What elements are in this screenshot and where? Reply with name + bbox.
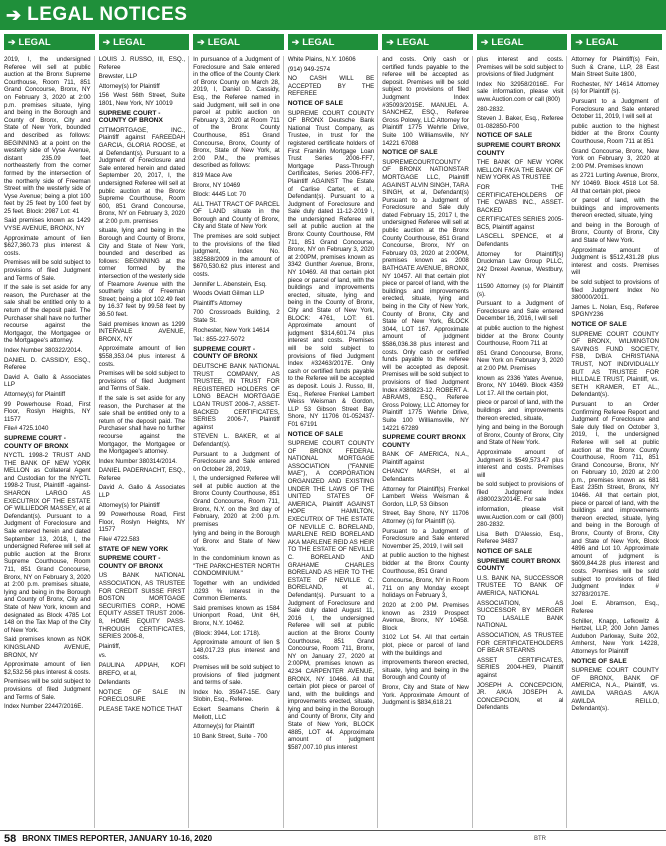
notice-paragraph: 2019, I, the undersigned Referee will sell at public auction at the Bronx Supreme Courthouse, Room 711, 851 Grand Concourse, Bronx, NY on February 3, 2020 at 2:00 p.m. premises situate, lying and being in the Borough and County of Bronx, City and State of New York, bounded and described as follows: BEGINNING at a point on the westerly side of Vyse Avenue, distant 235.09 feet northeasterly from the corner formed by the intersection of the northerly side of Freeman Street with the westerly side of Vyse Avenue; being a plot 100 feet by 25 feet by 100 feet by 25 feet. Block: 2987 Lot: 41 <box>4 56 91 215</box>
notice-heading: SUPREME COURT - COUNTY OF BRONX <box>4 434 69 450</box>
notice-paragraph: Attorney for Plaintiff(s) Druckman Law Group PLLC, 242 Drexel Avenue, Westbury, NY <box>476 250 564 281</box>
notice-paragraph: 99 Powerhouse Road, First Floor, Roslyn Heights, NY 11577 <box>98 511 186 534</box>
notice-paragraph: Rochester, NY 14614 Attorney (s) for Plaintiff (s). <box>571 80 659 96</box>
notice-paragraph: 819 Mace Ave <box>193 171 233 179</box>
notice-paragraph: LOUIS J. RUSSO, III, ESQ., Referee <box>98 56 186 71</box>
notice-paragraph: Concourse, Bronx, NY in Room 711 on any Monday except holidays on February 3, <box>382 577 469 600</box>
notice-paragraph: (Block: 3944, Lot: 1718). <box>193 629 261 637</box>
notice-paragraph: NOTICE OF SALE IN FORECLOSURE <box>98 688 186 704</box>
notice-paragraph: JOSEPH A. CONCEPCION, JR. A/K/A JOSEPH A. CONCEPCION, et al Defendants <box>476 681 564 712</box>
notice-paragraph: Attorney(s) for Plaintiff <box>4 390 66 398</box>
notice-paragraph: lying and being in the Borough of Bronx, County of Bronx, City and State of New York. <box>476 424 564 447</box>
notice-paragraph: Premises will be sold subject to provisions of filed Judgment and Terms of Sale. <box>98 370 186 393</box>
notice-paragraph: 280-2832. <box>476 105 505 113</box>
notice-paragraph: at public auction to the highest bidder at the Bronx County Courthouse, Room 711 at <box>476 325 564 348</box>
section-tag-label: LEGAL <box>207 36 240 48</box>
notice-paragraph: CHANCY MARSH, et al Defendants <box>382 468 469 484</box>
arrow-right-icon: ➔ <box>197 36 205 47</box>
notice-paragraph: Index No. 35947-15E. Gary Slobin, Esq., Referee. <box>193 688 280 704</box>
notice-paragraph: Woods Oviatt Gilman LLP <box>193 290 265 298</box>
notice-paragraph: CITIMORTGAGE, INC., Plaintiff against FAREEDAH GARCIA, GLORIA ROOSE, et al Defendant(s). Pursuant to a Judgment of Foreclosure and Sale entered herein and dated September 20, 2017, I, the undersigned Referee will sell at public auction at the Bronx Supreme Courthouse, Room 600, 851 Grand Concourse, Bronx, NY on February 3, 2020 at 2:00 p.m. premises <box>98 126 186 225</box>
notice-paragraph: PLEASE TAKE NOTICE THAT <box>98 705 183 713</box>
section-tag-legal <box>477 34 568 50</box>
notice-heading: NOTICE OF SALE <box>571 321 627 328</box>
notice-paragraph: Pursuant to an Order Confirming Referee Report and Judgment of Foreclosure and Sale duly filed on October 3, 2019, I, the undersigned Referee will sell at public auction at the Bronx County Courthouse, Room 711, 851 Grand Concourse, Bronx, NY on February 10, 2020 at 2:00 p.m., premises known as 681 East 235th Street, Bronx, NY 10466. All that certain plot, piece or parcel of land, with the buildings and improvements thereon erected, situate, lying and being in the Borough of Bronx, County of Bronx, City and State of New York, Block 4896 and Lot 10. Approximate amount of judgment is $609,844.28 plus interest and costs. Premises will be sold subject to provisions of filed Judgment Index # 32783/2017E. <box>571 400 659 598</box>
notice-paragraph: Index Number 22447/2016E. <box>4 703 84 711</box>
notice-paragraph: If the sale is set aside for any reason, the Purchaser at the sale shall be entitled only to a return of the deposit paid. The Purchaser shall have no further recourse against the Mortgagor, the Mortgagee or the Mortgagee's attorney. <box>98 394 186 456</box>
notice-paragraph: Grand Concourse, Bronx, New York on February 3, 2020 at 2:00 PM. Premises known <box>571 147 659 170</box>
notice-paragraph: FOR THE CERTIFICATEHOLDERS OF THE CWABS INC., ASSET-BACKED <box>476 183 564 214</box>
notice-paragraph: Pursuant to a Judgment of Foreclosure and Sale entered on October 28, 2019, <box>193 450 280 473</box>
notice-paragraph: plus interest and costs. Premises will be sold subject to provisions of filed Judgment <box>476 56 564 79</box>
notice-paragraph: Attorney(s) for Plaintiff <box>98 82 160 90</box>
arrow-right-icon: ➔ <box>102 36 111 47</box>
notice-column <box>193 56 284 828</box>
notice-paragraph: ASSOCIATION, AS TRUSTEE FOR CERTIFICATEHOLDERS OF BEAR STEARNS <box>476 631 564 655</box>
notice-heading: SUPREME COURT BRONX COUNTY <box>476 141 561 157</box>
notice-paragraph: 851 Grand Concourse, Bronx, New York on February 3, 2020 at 2:00 PM. Premises <box>476 349 564 372</box>
notice-paragraph: Approximate amount of lien $2,532.56 plus interest & costs. <box>4 661 91 676</box>
notice-paragraph: Brewster, LLP <box>98 73 138 81</box>
notice-heading: NOTICE OF SALE <box>571 657 627 665</box>
notice-paragraph: The premises are sold subject to the provisions of the filed judgment, Index No. 382588/2009 in the amount of $670,530.62 plus interest and costs. <box>193 233 280 279</box>
notice-column <box>571 56 662 828</box>
notice-paragraph: In the condominium known as "THE PARKCHESTER NORTH CONDOMINIUM." <box>193 555 280 578</box>
notice-paragraph: be sold subject to provisions of filed Judgment Index #380023/2014E. For sale <box>476 481 564 504</box>
notice-paragraph: Approximate amount of lien $558,353.04 plus interest & costs. <box>98 345 186 368</box>
notice-paragraph: Premises will be sold subject to provisions of filed Judgment and Terms of Sale. <box>4 678 91 701</box>
notice-heading: NOTICE OF SALE <box>476 548 533 556</box>
notice-heading: SUPREME COURT BRONX COUNTY <box>476 557 561 573</box>
notice-paragraph: at public auction to the highest bidder at the Bronx County Courthouse, 851 Grand <box>382 552 469 575</box>
section-tag-label: LEGAL <box>491 36 524 48</box>
notice-paragraph: Attorney(s) for Plaintiff <box>193 723 255 731</box>
notice-paragraph: LASCELL SPENCE, et al Defendants <box>476 233 564 249</box>
notice-paragraph: THE BANK OF NEW YORK MELLON F/K/A THE BANK OF NEW YORK AS TRUSTEE <box>476 159 564 182</box>
publication-code: BTR <box>534 835 546 842</box>
section-tag-legal <box>4 34 95 50</box>
notice-paragraph: piece or parcel of land, with the buildings and improvements thereon erected, situate, <box>476 399 564 422</box>
notice-paragraph: Said premises known as 1299 INTERVALE AVENUE, BRONX, NY <box>98 320 186 343</box>
notice-heading: NOTICE OF SALE <box>476 132 533 140</box>
notice-paragraph: 156 West 56th Street, Suite 1801, New York, NY 10019 <box>98 92 186 107</box>
notice-paragraph: vs. <box>98 652 107 660</box>
notice-paragraph: Premises will be sold subject to provisions of filed judgment and terms of sale. <box>193 663 280 687</box>
notice-column <box>99 56 190 828</box>
notice-paragraph: Index Number 380322/2014. <box>4 346 83 354</box>
notice-paragraph: SUPREME COURT COUNTY OF BRONX FEDERAL NATIONAL MORTGAGE ASSOCIATION ("FANNIE MAE"), A CORPORATION ORGANIZED AND EXISTING UNDER THE LAWS OF THE UNITED STATES OF AMERICA, Plaintiff AGAINST HOPE HAMILTON, EXECUTRIX OF THE ESTATE OF NEVILLE C. BORELAND, MARLENE REID BORELAND AKA MARLENE REID AS HEIR TO THE ESTATE OF NEVILLE C. BORELAND AND GRAHAME CHARLES BORELAND AS HEIR TO THE ESTATE OF NEVILLE C. BORELAND, et al., Defendant(s). Pursuant to a Judgment of Foreclosure and Sale duly dated August 11, 2016 I, the undersigned Referee will sell at public auction at the Bronx County Courthouse, 851 Grand Concourse, Room 711, Bronx, NY on January 27, 2020 at 2:00PM, premises known as 4234 CARPENTER AVENUE, BRONX, NY 10466. All that certain plot piece or parcel of land, with the buildings and improvements erected, situate, lying and being in the Borough and County of Bronx, City and State of New York, BLOCK 4885, LOT 44. Approximate amount of judgment $587,007.10 plus interest <box>287 440 375 751</box>
section-tag-label: LEGAL <box>302 36 335 48</box>
notice-column <box>288 56 379 828</box>
notice-paragraph: Steven J. Baker, Esq., Referee 01-082850-F00 <box>476 115 564 130</box>
section-tag-legal <box>571 34 662 50</box>
section-tag-bar <box>0 34 666 50</box>
notice-paragraph: File# 4722.583 <box>98 536 140 544</box>
notice-paragraph: Plaintiff, <box>98 642 121 650</box>
notice-paragraph: Street, Bay Shore, NY 11706 Attorney (s) for Plaintiff (s). <box>382 510 469 526</box>
notice-paragraph: Premises will be sold subject to provisions of filed Judgment and Terms of Sale. <box>4 259 91 282</box>
notice-paragraph: NO CASH WILL BE ACCEPTED BY THE REFEREE <box>287 75 375 98</box>
notice-paragraph: PAULINA APPIAH, KOFI BREFO, et al, <box>98 661 186 677</box>
notice-heading: NOTICE OF SALE <box>382 149 438 157</box>
notice-heading: SUPREME COURT BRONX COUNTY <box>382 434 466 449</box>
notice-paragraph: improvements thereon erected, situate, lying and being in the Borough and County of <box>382 659 469 682</box>
notice-paragraph: NYCTL 1998-2 TRUST AND THE BANK OF NEW YORK MELLON as Collateral Agent and Custodian for the NYCTL 1998-2 Trust, Plaintiff -against- SHARON LARGO AS EXECUTRIX OF THE ESTATE OF WILLIEDOR MASSEY, et al Defendant(s). Pursuant to a Judgment of Foreclosure and Sale entered herein and dated September 13, 2018, I, the undersigned Referee will sell at public auction at the Bronx Supreme Courthouse, Room 711, 851 Grand Concourse, Bronx, NY on February 3, 2020 at 2:00 p.m. premises situate, lying and being in the Borough and County of Bronx, City and State of New York, known and designated as Block 4785 Lot 148 on the Tax Map of the City of New York. <box>4 452 91 634</box>
notice-paragraph: White Plains, N.Y. 10606 <box>287 56 356 63</box>
arrow-right-icon: ➔ <box>480 36 489 47</box>
publication-line: BRONX TIMES REPORTER, JANUARY 10-16, 2020 <box>22 834 213 843</box>
notice-paragraph: David A. Gallo & Associates LLP <box>4 373 91 389</box>
notice-paragraph: File# 4725.1040 <box>4 425 49 433</box>
notice-column <box>477 56 568 828</box>
notice-column <box>4 56 95 828</box>
section-tag-label: LEGAL <box>585 36 619 48</box>
notice-paragraph: DANIEL D. CASSIDY, ESQ., Referee <box>4 356 91 372</box>
notice-paragraph: ASSET CERTIFICATES, SERIES 2004-HE9, Plaintiff against <box>476 656 564 679</box>
notice-paragraph: (914) 949-2574 <box>287 65 331 73</box>
notice-paragraph: Index No 32958/2016E. For sale information, please visit www.Auction.com or call (800) <box>476 80 564 103</box>
notice-paragraph: Approximate amount of lien $627,360.73 plus interest & costs. <box>4 234 91 257</box>
notice-paragraph: Said premises known as 1429 VYSE AVENUE, BRONX, NY <box>4 217 91 233</box>
notice-paragraph: and costs. Only cash or certified funds payable to the referee will be accepted as deposit. Premises will be sold subject to provisions of filed Judgment Index #35093/2015E. MANUEL A. SANCHEZ, ESQ., Referee Gross Polowy, LLC Attorney for Plaintiff 1775 Wehrle Drive, Suite 100 Williamsville, NY 14221 67088 <box>382 56 469 147</box>
notice-paragraph: 700 Crossroads Building, 2 State St. <box>193 309 280 324</box>
notice-paragraph: Eckert Seamans Cherin & Mellott, LLC <box>193 705 280 721</box>
arrow-right-icon: ➔ <box>6 5 22 25</box>
section-tag-label: LEGAL <box>113 36 146 48</box>
notice-paragraph: Rochester, New York 14614 <box>193 326 270 334</box>
notice-paragraph: Said premises known as NOK KINGSLAND AVENUE, BRONX, NY <box>4 636 91 659</box>
notice-paragraph: Bronx, NY 10469 <box>193 181 241 189</box>
notice-heading: SUPREME COURT - COUNTY OF BRONX <box>98 555 163 570</box>
notice-paragraph: SUPREME COURT COUNTY OF BRONX, WILMINGTON SAVINGS FUND SOCIETY, FSB, D/B/A CHRISTIANA TRUST, NOT INDIVIDUALLY BUT AS TRUSTEE FOR HILLDALE TRUST, Plaintiff, vs. SETH KRAMER, ET AL., Defendant(s). <box>571 330 659 399</box>
notice-heading: STATE OF NEW YORK <box>98 545 169 553</box>
notice-paragraph: DANIEL PADERNACHT, ESQ., Referee <box>98 467 186 482</box>
notice-paragraph: Pursuant to a Judgment of Foreclosure and Sale entered October 11, 2019, I will sell at <box>571 97 659 121</box>
notice-paragraph: In pursuance of a Judgment of Foreclosure and Sale entered in the office of the County Clerk of Bronx County on March 28, 2019, I, Daniel D. Cassidy, Esq., the Referee named in said Judgment, will sell in one parcel at public auction on February 3, 2020 at Room 711 of the Bronx County Courthouse, 851 Grand Concourse, Bronx, County of Bronx, State of New York, at 2:00 P.M., the premises described as follows: <box>193 56 280 170</box>
notice-paragraph: US BANK NATIONAL ASSOCIATION, AS TRUSTEE FOR CREDIT SUISSE FIRST BOSTON MORTGAGE SECURITIES CORP., HOME EQUITY ASSET TRUST 2006-8, HOME EQUITY PASS-THROUGH CERTIFICATES, SERIES 2006-8, <box>98 572 186 641</box>
notice-paragraph: Block: 4445 Lot: 70 <box>193 191 247 199</box>
section-tag-legal <box>288 34 379 50</box>
notice-paragraph: Approximate amount of Judgment is $512,431.28 plus interest and costs. Premises will <box>571 246 659 277</box>
section-tag-legal <box>99 34 190 50</box>
notice-paragraph: Lisa Beth D'Alessio, Esq., Referee 34837 <box>476 530 564 546</box>
notice-paragraph: Attorney for Plaintiff(s) Frenkel Lambert Weiss Weisman & Gordon, LLP, 53 Gibson <box>382 485 469 508</box>
notice-paragraph: 2020 at 2:00 PM. Premises known as 2319 Prospect Avenue, Bronx, NY 10458. Block <box>382 601 469 632</box>
page-title: LEGAL NOTICES <box>27 4 188 25</box>
arrow-right-icon: ➔ <box>291 36 300 47</box>
legal-notices-banner <box>0 0 666 30</box>
notice-paragraph: be sold subject to provisions of filed Judgment Index No 380000/2011. <box>571 279 659 302</box>
notice-paragraph: lying and being in the Borough of Bronx and State of New York. <box>193 530 280 553</box>
notice-paragraph: Said premises known as 1584 Unionport Road, Unit 6H, Bronx, N.Y. 10462. <box>193 604 280 627</box>
notice-heading: NOTICE OF SALE <box>287 99 344 107</box>
notice-paragraph: Tel.: 855-227-5072 <box>193 336 245 344</box>
notice-heading: NOTICE OF SALE <box>287 430 344 438</box>
notice-paragraph: STEVEN L. BAKER, et al Defendant(s). <box>193 433 280 448</box>
notice-paragraph: Pursuant to a Judgment of Foreclosure and Sale entered November 25, 2019, I will sell <box>382 527 469 550</box>
notice-paragraph: DEUTSCHE BANK NATIONAL TRUST COMPANY, AS TRUSTEE, IN TRUST FOR REGISTERED HOLDERS OF LONG BEACH MORTGAGE LOAN TRUST 2006-7, ASSET-BACKED CERTIFICATES, SERIES 2006-7, Plaintiff against <box>193 362 280 431</box>
section-tag-label: LEGAL <box>396 36 430 48</box>
notice-paragraph: ALL THAT TRACT OF PARCEL OF LAND situate in the Borough and County of Bronx, City and State of New York <box>193 200 280 231</box>
notice-paragraph: 11590 Attorney (s) for Plaintiff (s). <box>476 283 564 298</box>
notice-paragraph: U.S. BANK NA, SUCCESSOR TRUSTEE TO BANK OF AMERICA, NATIONAL <box>476 574 564 597</box>
notice-paragraph: Jennifer L. Abenstein, Esq. <box>193 280 267 288</box>
notice-paragraph: as 2721 Lurting Avenue, Bronx, NY 10469. Block 4518 Lot 58. All that certain plot, piece <box>571 172 659 195</box>
notice-paragraph: known as 2336 Yates Avenue, Bronx, NY 10469. Block 4359 Lot 17. All the certain plot, <box>476 374 564 397</box>
notice-paragraph: 3102 Lot 54. All that certain plot, piece or parcel of land with the buildings and <box>382 634 469 657</box>
notice-columns <box>0 56 666 828</box>
section-tag-label: LEGAL <box>18 36 51 48</box>
arrow-right-icon: ➔ <box>8 36 16 47</box>
notice-paragraph: situate, lying and being in the Borough and County of Bronx, City and State of New York, bounded and described as follows: BEGINNING at the corner formed by the intersection of the westerly side of Fteamore Avenue with the southerly side of Freeman Street; being a plot 102.49 feet by 16.37 feet by 99.58 feet by 36.50 feet. <box>98 227 186 318</box>
notice-paragraph: Approximate amount of lien $ 148,017.23 plus interest and costs. <box>193 639 280 662</box>
notice-paragraph: Attorney(s) for Plaintiff <box>98 501 160 509</box>
notice-paragraph: SUPREME COURT COUNTY OF BRONX Deutsche Bank National Trust Company, as Trustee, in trust for the registered certificate holders of First Franklin Mortgage Loan Trust Series 2006-FF7, Mortgage Pass-Through Certificates, Series 2006-FF7, Plaintiff AGAINST The Estate of Carlise Carter, et al., Defendant(s). Pursuant to a Judgment of Foreclosure and Sale duly dated 11-12-2019 I, the undersigned Referee will sell at public auction at the Bronx County Courthouse, RM 711, 851 Grand Concourse, Bronx, NY on February 3, 2020 at 2:00PM, premises known as 3342 Gunther Avenue, Bronx, NY 10469. All that certain plot piece or parcel of land, with the buildings and improvements erected, situate, lying and being in the County of Bronx, City and State of New York, BLOCK: 4761, LOT: 61. Approximate amount of judgment $314,601.74 plus interest and costs. Premises will be sold subject to provisions of filed Judgment Index #32463/2017E. Only cash or certified funds payable to the Referee will be accepted as deposit. Louis J. Russo, III, Esq., Referee Frenkel Lambert Weiss Weisman & Gordon, LLP 53 Gibson Street Bay Shore, NY 11706 01-052437-F01 67191 <box>287 109 375 428</box>
notice-paragraph: SUPREMECOURTCOUNTY OF BRONX NATIONSTAR MORTGAGE LLC, Plaintiff AGAINST ALVIN SINGH, TARA SINGH, et al, Defendant(s) Pursuant to a Judgment of Foreclosure and Sale duly dated February 15, 2017 I, the undersigned Referee will sell at public auction at the Bronx County Courthouse, 851 Grand Concourse, Bronx, NY on February 03, 2020 at 2:00PM, premises known as 2008 BATHGATE AVENUE, BRONX, NY 10457. All that certain plot piece or parcel of land, with the buildings and improvements erected, situate, lying and being in the City of New York, County of Bronx, City and State of New York, BLOCK 3044, LOT 167. Approximate amount of judgment $586,036.38 plus interest and costs. Only cash or certified funds payable to the referee will be accepted as deposit. Premises will be sold subject to provisions of filed Judgment Index #380823-12. ROBERT A. ABRAMS, ESQ., Referee Gross Polowy, LLC Attorney for Plaintiff 1775 Wehrle Drive, Suite 100 Williamsville, NY 14221 67289 <box>382 158 469 432</box>
notice-heading: SUPREME COURT - COUNTY OF BRONX <box>193 345 258 361</box>
notice-paragraph: James L. Nolan, Esq., Referee SPGNY236 <box>571 303 659 319</box>
notice-paragraph: Schiller, Knapp, Lefkowitz & Hertzel, LLP, 200 John James Audubon Parkway, Suite 202, Amherst, New York 14228, Attorneys for Plaintiff <box>571 617 659 655</box>
notice-paragraph: CERTIFICATES SERIES 2005-BC5, Plaintiff against <box>476 216 564 231</box>
notice-column <box>382 56 473 828</box>
notice-paragraph: 10 Bank Street, Suite - 700 <box>193 732 268 740</box>
notice-paragraph: and being in the Borough of Bronx, County of Bronx, City and State of New York. <box>571 221 659 245</box>
notice-paragraph: David A. Gallo & Associates LLP <box>98 484 186 500</box>
notice-paragraph: ASSOCIATION, AS SUCCESSOR BY MERGER TO LASALLE BANK NATIONAL <box>476 599 564 630</box>
notice-paragraph: or parcel of land, with the buildings and improvements thereon erected, situate, lying <box>571 197 659 220</box>
notice-paragraph: Plaintiff's Attorney <box>193 299 243 307</box>
notice-paragraph: public auction to the highest bidder at the Bronx County Courthouse, Room 711 at 851 <box>571 122 659 145</box>
arrow-right-icon: ➔ <box>575 36 583 47</box>
notice-paragraph: Index Number 380314/2014. <box>98 457 177 465</box>
arrow-right-icon: ➔ <box>386 36 394 47</box>
notice-paragraph: Defendants <box>98 679 131 687</box>
section-tag-legal <box>382 34 473 50</box>
notice-heading: SUPREME COURT - COUNTY OF BRONX <box>98 109 163 125</box>
notice-paragraph: BANK OF AMERICA, N.A., Plaintiff against <box>382 451 469 466</box>
notice-paragraph: Bronx, City and State of New York. Approximate Amount of Judgment is $834,618.21 <box>382 683 469 707</box>
notice-paragraph: Joel E. Abramson, Esq., Referee <box>571 600 659 615</box>
notice-paragraph: 99 Powerhouse Road, First Floor, Roslyn Heights, NY 11577 <box>4 400 91 423</box>
notice-paragraph: I, the undersigned Referee will sell at public auction at the Bronx County Courthouse, 851 Grand Concourse, Room 711, Bronx, N.Y. on the 3rd day of February, 2020 at 2:00 p.m. premises <box>193 475 280 528</box>
page-footer <box>0 830 666 846</box>
notice-paragraph: Together with an undivided .0293 % interest in the Common Elements. <box>193 580 280 603</box>
notice-paragraph: Attorney for Plaintiff(s) Fein, Such & Crane, LLP, 28 East Main Street Suite 1800, <box>571 56 659 79</box>
notice-paragraph: SUPREME COURT COUNTY OF BRONX, BANK OF AMERICA, N.A., Plaintiff, vs. AWILDA VARGAS A/K/A AWILDA REILLO, Defendant(s). <box>571 667 659 713</box>
notice-paragraph: information, please visit www.Auction.com or call (800) 280-2832. <box>476 506 564 529</box>
notice-paragraph: Pursuant to a Judgment of Foreclosure and Sale entered December 16, 2016, I will sell <box>476 300 564 323</box>
notice-paragraph: Approximate amount of Judgment is $549,573.47 plus interest and costs. Premises will <box>476 448 564 479</box>
notice-paragraph: If the sale is set aside for any reason, the Purchaser at the sale shall be entitled only to a return of the deposit paid. The Purchaser shall have no further recourse against the Mortgagor, the Mortgagee or the Mortgagee's attorney. <box>4 284 91 345</box>
section-tag-legal <box>193 34 284 50</box>
page-number: 58 <box>4 832 17 845</box>
